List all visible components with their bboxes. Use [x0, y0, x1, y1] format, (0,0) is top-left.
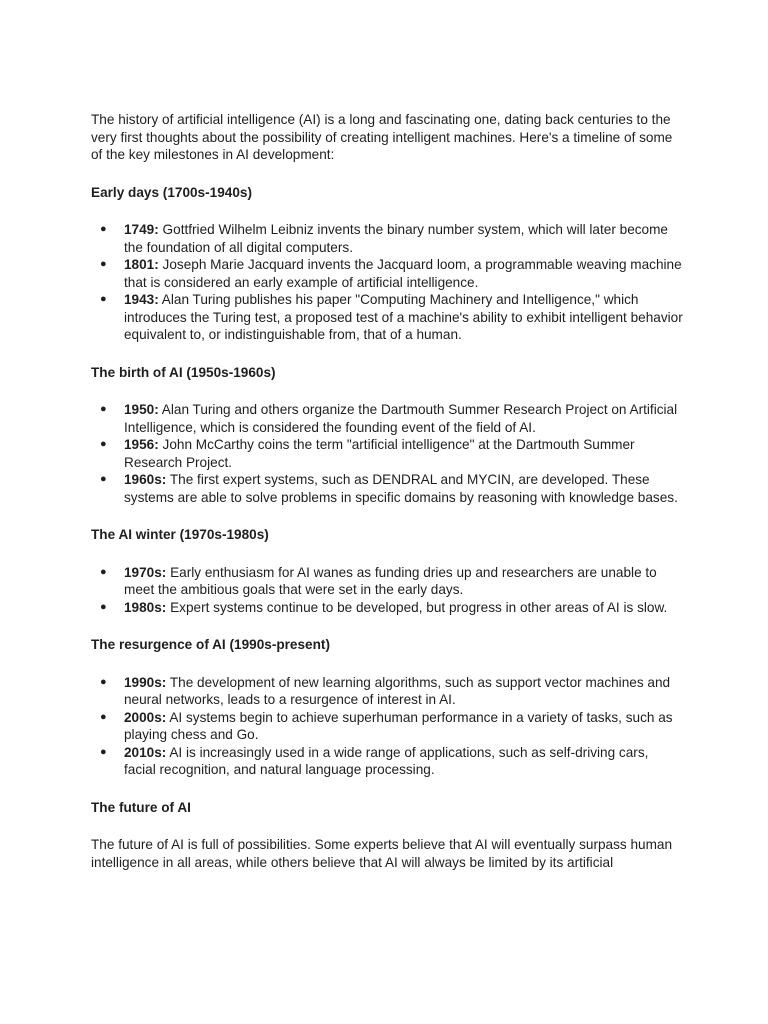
bullet-icon: ● [100, 293, 107, 305]
list-item [91, 709, 683, 744]
item-text: The development of new learning algorithms, such as support vector machines and neural networks, leads to a resurgence of interest in AI. [124, 674, 671, 707]
bullet-icon: ● [100, 600, 107, 613]
section-heading: The AI winter (1970s-1980s) [91, 527, 269, 542]
item-text: Gottfried Wilhelm Leibniz invents the binary number system, which will later become the foundation of all digital computers. [124, 222, 668, 255]
bullet-icon: ● [100, 473, 107, 485]
section-heading: The resurgence of AI (1990s-present) [91, 637, 330, 652]
bullet-icon: ● [100, 223, 107, 235]
bullet-icon: ● [100, 258, 107, 270]
bullet-list [91, 564, 683, 617]
bullet-icon: ● [100, 403, 107, 415]
bullet-icon: ● [100, 745, 107, 758]
list-item [91, 599, 683, 617]
bullet-icon: ● [100, 710, 107, 723]
item-text: Early enthusiasm for AI wanes as funding dries up and researchers are unable to meet the ambitious goals that were set in the early days. [124, 564, 657, 597]
bullet-list [91, 674, 683, 779]
item-year: 1990s: [124, 674, 167, 690]
section-heading: The birth of AI (1950s-1960s) [91, 364, 276, 380]
item-year: 1960s: [124, 472, 167, 487]
item-year: 2000s: [124, 709, 167, 725]
bullet-list [91, 221, 683, 344]
bullet-icon: ● [100, 438, 107, 450]
item-year: 1970s: [124, 564, 167, 580]
section-heading: The future of AI [91, 799, 191, 815]
item-year: 1980s: [124, 599, 167, 615]
list-item [91, 674, 683, 709]
list-item [91, 401, 683, 436]
intro-paragraph: The history of artificial intelligence (AI) is a long and fascinating one, dating back centuries to the very first thoughts about the possibility of creating intelligent machines. Here's a timeline of some of the key milestones in AI development: [91, 112, 673, 162]
document-page [91, 111, 683, 871]
closing-paragraph: The future of AI is full of possibilities. Some experts believe that AI will eventually surpass human intelligence in all areas, while others believe that AI will always be limited by its artificial [91, 837, 673, 870]
list-item [91, 256, 683, 291]
item-text: AI systems begin to achieve superhuman performance in a variety of tasks, such as playing chess and Go. [124, 709, 673, 742]
item-text: Alan Turing and others organize the Dartmouth Summer Research Project on Artificial Intelligence, which is considered the founding event of the field of AI. [124, 402, 678, 435]
list-item [91, 744, 683, 779]
list-item [91, 471, 683, 506]
list-item [91, 221, 683, 256]
item-text: AI is increasingly used in a wide range of applications, such as self-driving cars, facial recognition, and natural language processing. [124, 744, 649, 777]
item-year: 1943: [124, 292, 159, 307]
section-heading: Early days (1700s-1940s) [91, 184, 252, 200]
item-year: 1950: [124, 402, 159, 417]
item-year: 1956: [124, 437, 159, 452]
item-year: 1749: [124, 222, 159, 237]
bullet-list [91, 401, 683, 506]
item-year: 1801: [124, 257, 159, 272]
item-text: Expert systems continue to be developed, but progress in other areas of AI is slow. [166, 599, 668, 615]
item-text: Alan Turing publishes his paper "Computing Machinery and Intelligence," which introduces the Turing test, a proposed test of a machine's ability to exhibit intelligent behavior equivalent to, or indistinguishable from, that of a human. [124, 292, 683, 342]
item-text: The first expert systems, such as DENDRAL and MYCIN, are developed. These systems are able to solve problems in specific domains by reasoning with knowledge bases. [124, 472, 678, 505]
item-text: John McCarthy coins the term "artificial intelligence" at the Dartmouth Summer Research Project. [124, 437, 635, 470]
list-item [91, 436, 683, 471]
bullet-icon: ● [100, 675, 107, 688]
list-item [91, 291, 683, 344]
list-item [91, 564, 683, 599]
item-text: Joseph Marie Jacquard invents the Jacquard loom, a programmable weaving machine that is considered an early example of artificial intelligence. [124, 257, 682, 290]
bullet-icon: ● [100, 565, 107, 578]
item-year: 2010s: [124, 744, 167, 760]
